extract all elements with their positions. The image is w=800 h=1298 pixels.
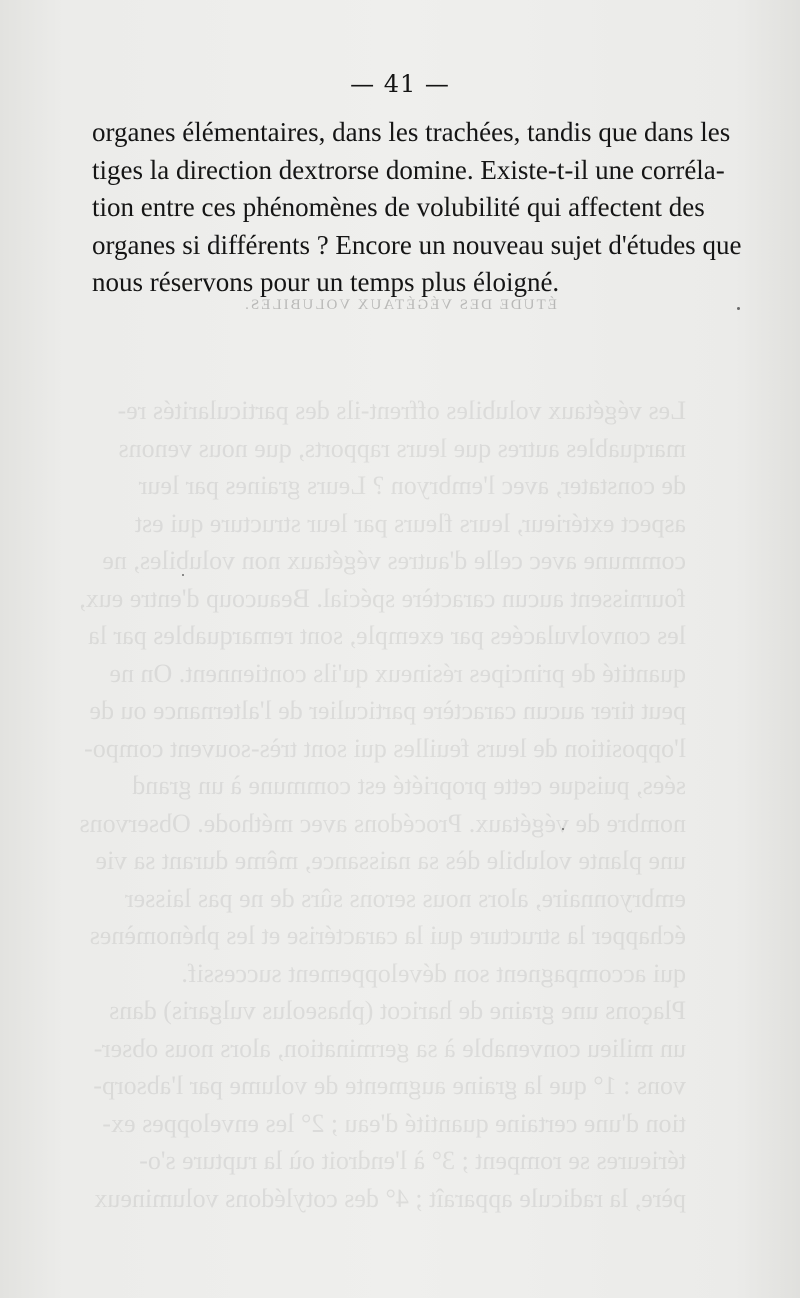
paragraph-line: tiges la direction dextrorse domine. Existe-t-il une corréla- [92,154,725,185]
paragraph-line: tion entre ces phénomènes de volubilité qui affectent des [92,192,705,222]
paper-speck [737,307,740,310]
page-number: — 41 — [350,70,450,98]
body-paragraph [92,114,742,302]
bleed-through-heading: ÉTUDE DES VÉGÉTAUX VOLUBILES. [243,297,557,313]
bleed-through-text: Les végétaux volubiles offrent-ils des particularités re- marquables autres que leurs rapports, que nous venons de constater, avec l'embryon ? Leurs graines par leur aspect extérieur, leurs fleurs par leur structure qui est commune avec celle d'autres végétaux non volubiles, ne fournissent aucun caractère spécial. Beaucoup d'entre eux, les convolvulacées par exemple, sont remarquables par la quantité de principes résineux qu'ils contiennent. On ne peut tirer aucun caractère particulier de l'alternance ou de l'opposition de leurs feuilles qui sont très-souvent compo- sées, puisque cette propriété est commune à un grand nombre de végétaux. Procédons avec méthode. Observons une plante volubile dès sa naissance, même durant sa vie embryonnaire, alors nous serons sûrs de ne pas laisser échapper la structure qui la caractérise et les phénomènes qui accompagnent son développement successif. Plaçons une graine de haricot (phaseolus vulgaris) dans un milieu convenable à sa germination, alors nous obser- vons : 1° que la graine augmente de volume par l'absorp- tion d'une certaine quantité d'eau ; 2° les enveloppes ex- térieures se rompent ; 3° à l'endroit où la rupture s'o- père, la radicule apparaît ; 4° des cotylédons volumineux [79,396,686,1213]
paragraph-line: nous réservons pour un temps plus éloigné. [92,267,560,297]
paper-speck [562,828,564,830]
paper-speck [182,574,184,576]
paragraph-line: organes élémentaires, dans les trachées, tandis que dans les [92,117,731,147]
paragraph-line: organes si différents ? Encore un nouveau sujet d'études que [92,229,742,260]
